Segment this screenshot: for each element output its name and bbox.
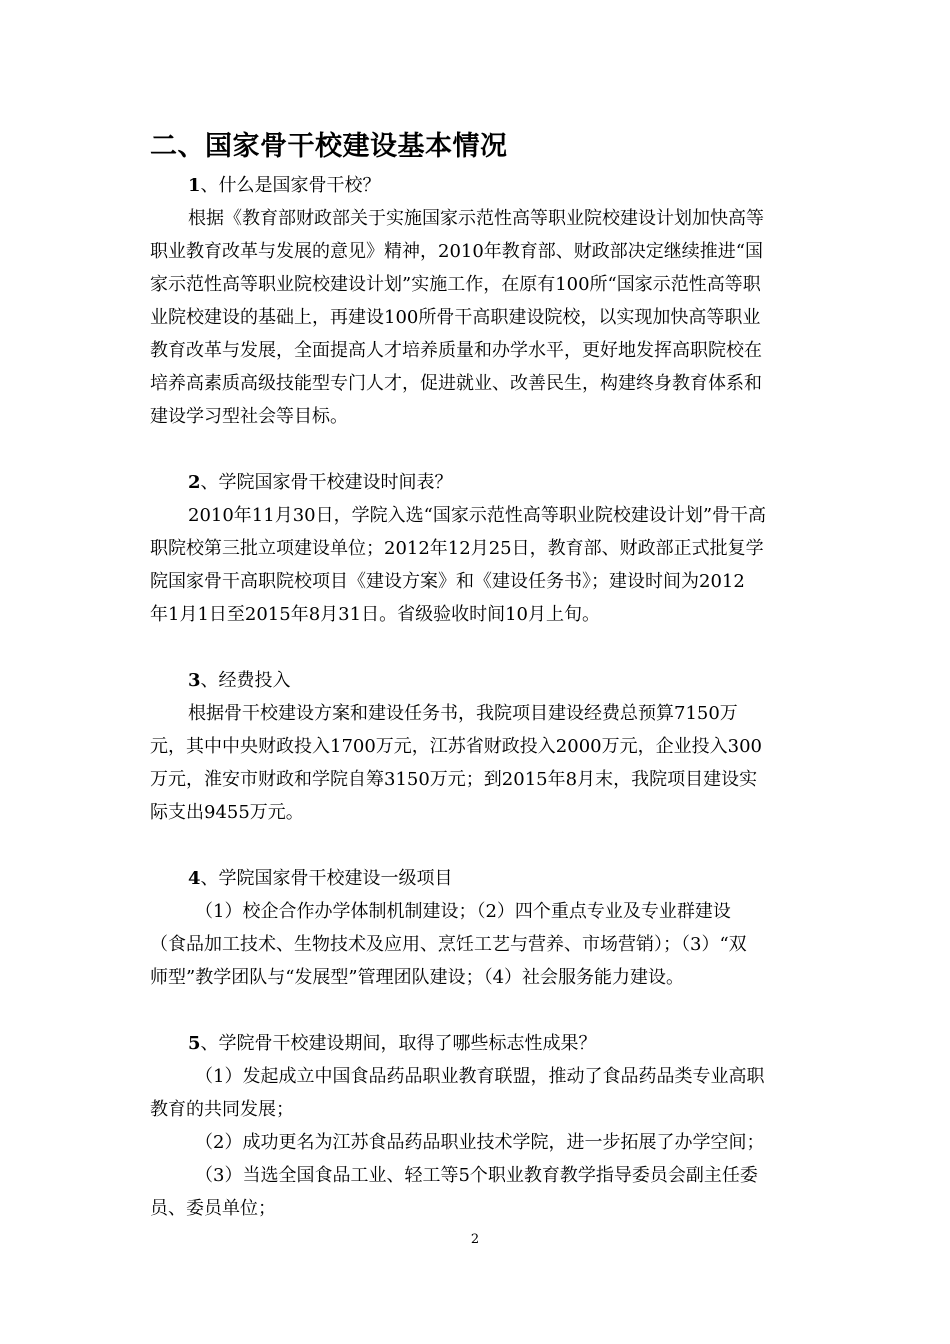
heading-text: 、学院国家骨干校建设一级项目 (200, 868, 453, 889)
paragraph-line: 年1月1日至2015年8月31日。省级验收时间10月上旬。 (150, 604, 600, 625)
heading-text: 、经费投入 (200, 670, 291, 691)
paragraph-line: （食品加工技术、生物技术及应用、烹饪工艺与营养、市场营销）；（3）“双 (150, 934, 747, 955)
paragraph-line: 院国家骨干高职院校项目《建设方案》和《建设任务书》；建设时间为2012 (150, 571, 745, 592)
question-heading (188, 176, 381, 196)
paragraph-line: 2010年11月30日，学院入选“国家示范性高等职业院校建设计划”骨干高 (188, 505, 767, 526)
paragraph-line: 元，其中中央财政投入1700万元，江苏省财政投入2000万元，企业投入300 (150, 736, 762, 757)
paragraph-line: 师型”教学团队与“发展型”管理团队建设；（4）社会服务能力建设。 (150, 967, 685, 988)
heading-text: 、学院国家骨干校建设时间表？ (200, 472, 453, 493)
paragraph-line: 根据骨干校建设方案和建设任务书，我院项目建设经费总预算7150万 (188, 703, 738, 724)
paragraph-line: （1）发起成立中国食品药品职业教育联盟，推动了食品药品类专业高职 (195, 1066, 765, 1087)
heading-text: 、学院骨干校建设期间，取得了哪些标志性成果？ (200, 1033, 597, 1054)
paragraph-line: 业院校建设的基础上，再建设100所骨干高职建设院校，以实现加快高等职业 (150, 307, 761, 328)
paragraph-line: 建设学习型社会等目标。 (150, 406, 348, 427)
heading-number: 4 (188, 868, 201, 889)
paragraph-line: 教育改革与发展，全面提高人才培养质量和办学水平，更好地发挥高职院校在 (150, 340, 762, 361)
question-heading (188, 671, 291, 691)
heading-number: 3 (188, 670, 201, 691)
question-heading (188, 1034, 597, 1054)
paragraph-line: （3）当选全国食品工业、轻工等5个职业教育教学指导委员会副主任委 (195, 1165, 758, 1186)
question-heading (188, 869, 453, 889)
heading-number: 1 (188, 175, 201, 196)
section-title: 二、国家骨干校建设基本情况 (150, 131, 508, 162)
paragraph-line: （2）成功更名为江苏食品药品职业技术学院，进一步拓展了办学空间； (195, 1132, 765, 1153)
page-number: 2 (470, 1232, 480, 1247)
paragraph-line: 际支出9455万元。 (150, 802, 304, 823)
paragraph-line: 万元，淮安市财政和学院自筹3150万元；到2015年8月末，我院项目建设实 (150, 769, 758, 790)
paragraph-line: 职业教育改革与发展的意见》精神，2010年教育部、财政部决定继续推进“国 (150, 241, 764, 262)
paragraph-line: 培养高素质高级技能型专门人才，促进就业、改善民生，构建终身教育体系和 (150, 373, 762, 394)
paragraph-line: 员、委员单位； (150, 1198, 276, 1219)
question-heading (188, 473, 453, 493)
paragraph-line: 教育的共同发展； (150, 1099, 294, 1120)
heading-number: 5 (188, 1033, 201, 1054)
heading-number: 2 (188, 472, 201, 493)
paragraph-line: 职院校第三批立项建设单位；2012年12月25日，教育部、财政部正式批复学 (150, 538, 764, 559)
paragraph-line: 家示范性高等职业院校建设计划”实施工作，在原有100所“国家示范性高等职 (150, 274, 761, 295)
paragraph-line: 根据《教育部财政部关于实施国家示范性高等职业院校建设计划加快高等 (188, 208, 764, 229)
paragraph-line: （1）校企合作办学体制机制建设；（2）四个重点专业及专业群建设 (195, 901, 731, 922)
heading-text: 、什么是国家骨干校？ (200, 175, 381, 196)
